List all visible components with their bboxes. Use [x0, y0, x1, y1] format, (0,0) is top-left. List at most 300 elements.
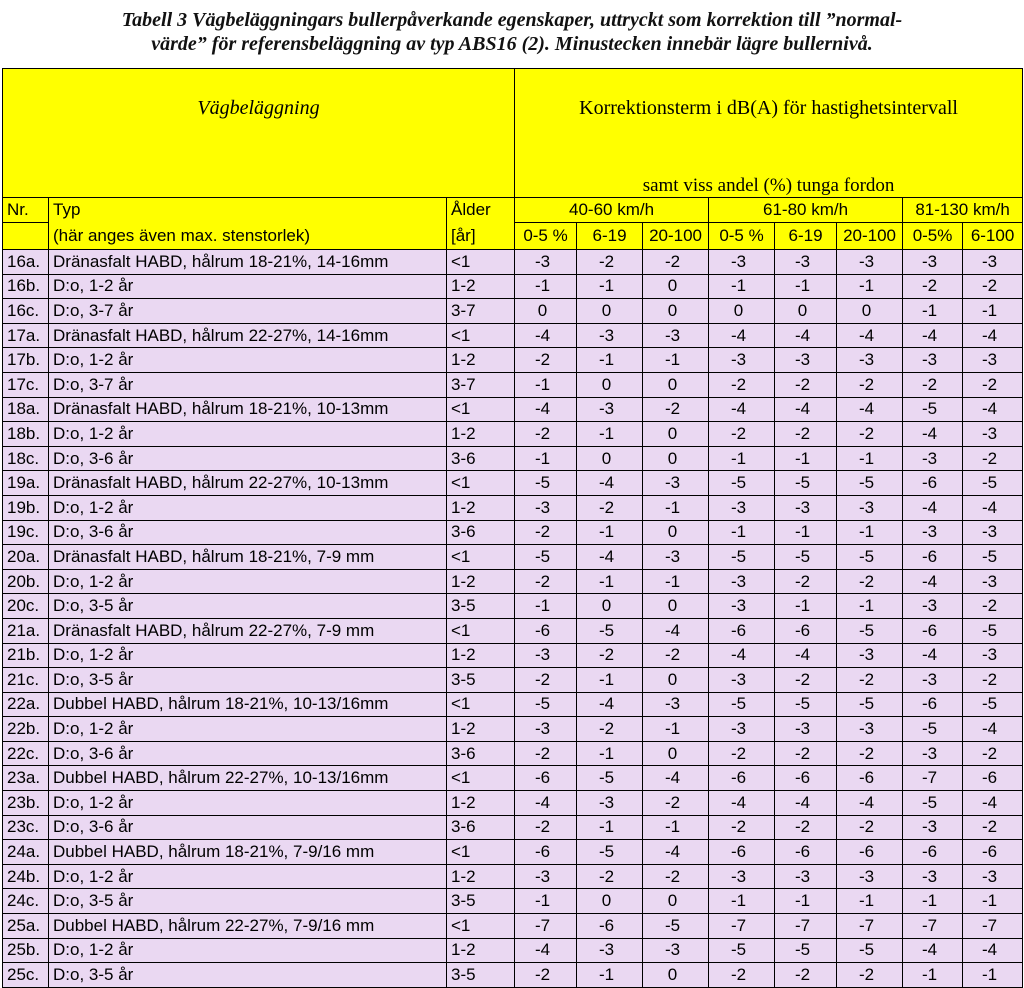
header-speed-40-60: 40-60 km/h [515, 198, 709, 223]
row-value: -1 [775, 594, 837, 619]
row-nr: 22b. [3, 717, 49, 742]
header-speed-81-130: 81-130 km/h [903, 198, 1023, 223]
row-value: -5 [577, 766, 643, 791]
caption-line-2: värde” för referensbeläggning av typ ABS16 (2). Minustecken innebär lägre bullernivå. [151, 33, 873, 55]
header-speed-61-80: 61-80 km/h [709, 198, 903, 223]
table-row [3, 299, 1023, 324]
row-value: -5 [709, 545, 775, 570]
row-value: -4 [903, 643, 963, 668]
table-row [3, 938, 1023, 963]
row-value: 0 [643, 594, 709, 619]
row-alder: 3-7 [447, 372, 515, 397]
row-value: -1 [709, 889, 775, 914]
row-value: -5 [903, 397, 963, 422]
row-value: -5 [837, 618, 903, 643]
row-value: -3 [709, 864, 775, 889]
row-value: -1 [775, 520, 837, 545]
row-typ: D:o, 1-2 år [49, 643, 447, 668]
row-value: -4 [963, 397, 1023, 422]
row-value: 0 [643, 299, 709, 324]
row-value: -3 [963, 643, 1023, 668]
row-value: -2 [963, 594, 1023, 619]
caption-line-1: Tabell 3 Vägbeläggningars bullerpåverkande egenskaper, uttryckt som korrektion till ”normal- [121, 9, 903, 31]
row-value: -3 [903, 668, 963, 693]
row-value: -4 [577, 471, 643, 496]
header-correction-label: Korrektionsterm i dB(A) för hastighetsintervall [515, 69, 1023, 164]
header-s3-b: 6-100 [963, 223, 1023, 250]
row-value: -6 [963, 766, 1023, 791]
row-alder: <1 [447, 618, 515, 643]
row-value: -3 [903, 250, 963, 275]
row-value: -3 [963, 422, 1023, 447]
row-typ: Dränasfalt HABD, hålrum 22-27%, 7-9 mm [49, 618, 447, 643]
row-alder: 3-5 [447, 889, 515, 914]
row-alder: 3-6 [447, 520, 515, 545]
row-value: -1 [837, 274, 903, 299]
header-group-label: Vägbeläggning [3, 69, 515, 198]
row-nr: 16c. [3, 299, 49, 324]
table-row [3, 692, 1023, 717]
row-value: 0 [515, 299, 577, 324]
row-value: -3 [709, 348, 775, 373]
row-value: -5 [837, 545, 903, 570]
row-value: -1 [577, 668, 643, 693]
row-value: -3 [709, 495, 775, 520]
row-value: -3 [903, 815, 963, 840]
row-value: -2 [963, 372, 1023, 397]
row-typ: D:o, 3-5 år [49, 889, 447, 914]
table-row [3, 791, 1023, 816]
row-value: -1 [837, 446, 903, 471]
row-value: -4 [903, 422, 963, 447]
row-value: -3 [837, 495, 903, 520]
row-value: 0 [643, 422, 709, 447]
row-value: -2 [775, 422, 837, 447]
row-typ: Dubbel HABD, hålrum 22-27%, 10-13/16mm [49, 766, 447, 791]
row-value: -4 [709, 397, 775, 422]
row-alder: 3-5 [447, 963, 515, 988]
row-value: -4 [515, 323, 577, 348]
row-nr: 18c. [3, 446, 49, 471]
noise-correction-table [2, 68, 1023, 988]
header-s2-b: 6-19 [775, 223, 837, 250]
row-value: -4 [903, 323, 963, 348]
row-value: -2 [709, 815, 775, 840]
row-value: -3 [643, 471, 709, 496]
table-row [3, 323, 1023, 348]
row-typ: Dubbel HABD, hålrum 18-21%, 7-9/16 mm [49, 840, 447, 865]
row-typ: D:o, 1-2 år [49, 717, 447, 742]
row-value: -3 [837, 717, 903, 742]
row-value: -4 [837, 397, 903, 422]
row-value: -1 [775, 274, 837, 299]
header-alder-sub: [år] [447, 223, 515, 250]
row-value: 0 [775, 299, 837, 324]
row-value: -2 [775, 569, 837, 594]
table-row [3, 446, 1023, 471]
row-value: -1 [577, 274, 643, 299]
row-nr: 25b. [3, 938, 49, 963]
row-value: -6 [775, 766, 837, 791]
header-s1-b: 6-19 [577, 223, 643, 250]
row-value: -1 [837, 520, 903, 545]
row-value: -2 [643, 864, 709, 889]
row-value: -3 [903, 864, 963, 889]
row-value: 0 [577, 446, 643, 471]
row-value: -2 [837, 372, 903, 397]
row-value: -3 [837, 643, 903, 668]
row-value: -4 [837, 323, 903, 348]
header-nr: Nr. [3, 198, 49, 223]
row-value: -5 [903, 791, 963, 816]
row-nr: 23a. [3, 766, 49, 791]
row-value: -1 [577, 422, 643, 447]
row-nr: 20b. [3, 569, 49, 594]
row-alder: <1 [447, 545, 515, 570]
header-s1-c: 20-100 [643, 223, 709, 250]
table-row [3, 889, 1023, 914]
row-alder: 1-2 [447, 569, 515, 594]
row-value: -5 [963, 471, 1023, 496]
row-value: -2 [515, 520, 577, 545]
row-value: -2 [775, 963, 837, 988]
row-value: -1 [837, 889, 903, 914]
row-alder: <1 [447, 692, 515, 717]
row-value: 0 [577, 594, 643, 619]
row-value: -3 [775, 717, 837, 742]
table-row [3, 545, 1023, 570]
row-value: -3 [709, 250, 775, 275]
row-value: 0 [643, 889, 709, 914]
row-alder: <1 [447, 840, 515, 865]
row-value: -1 [643, 815, 709, 840]
row-alder: 1-2 [447, 348, 515, 373]
row-value: -3 [709, 594, 775, 619]
row-value: -3 [963, 348, 1023, 373]
row-value: -3 [963, 250, 1023, 275]
table-row [3, 914, 1023, 939]
row-value: -2 [515, 815, 577, 840]
row-value: -5 [837, 692, 903, 717]
row-value: -2 [963, 274, 1023, 299]
row-value: 0 [837, 299, 903, 324]
row-value: -7 [709, 914, 775, 939]
row-alder: <1 [447, 766, 515, 791]
row-value: -1 [775, 889, 837, 914]
row-value: -2 [837, 668, 903, 693]
row-value: -3 [775, 495, 837, 520]
row-nr: 20a. [3, 545, 49, 570]
table-row [3, 643, 1023, 668]
row-nr: 19b. [3, 495, 49, 520]
row-value: -4 [963, 938, 1023, 963]
row-alder: 1-2 [447, 274, 515, 299]
row-value: -4 [775, 643, 837, 668]
row-value: -4 [643, 766, 709, 791]
row-typ: D:o, 3-7 år [49, 372, 447, 397]
row-value: -6 [903, 692, 963, 717]
row-value: -6 [577, 914, 643, 939]
row-alder: 1-2 [447, 495, 515, 520]
row-value: -4 [515, 791, 577, 816]
row-value: -1 [709, 520, 775, 545]
row-value: -4 [775, 791, 837, 816]
row-alder: <1 [447, 914, 515, 939]
row-value: -1 [515, 372, 577, 397]
row-typ: D:o, 1-2 år [49, 422, 447, 447]
row-typ: D:o, 3-5 år [49, 668, 447, 693]
row-value: -6 [837, 840, 903, 865]
row-value: -2 [775, 741, 837, 766]
row-typ: D:o, 1-2 år [49, 938, 447, 963]
header-typ-sub: (här anges även max. stenstorlek) [49, 223, 447, 250]
row-value: -4 [963, 717, 1023, 742]
row-value: -3 [577, 323, 643, 348]
row-alder: 1-2 [447, 422, 515, 447]
row-value: -3 [837, 864, 903, 889]
header-share-label: samt viss andel (%) tunga fordon [515, 163, 1023, 198]
row-value: -5 [903, 717, 963, 742]
table-row [3, 495, 1023, 520]
row-typ: D:o, 1-2 år [49, 864, 447, 889]
row-nr: 18b. [3, 422, 49, 447]
row-value: -2 [515, 422, 577, 447]
row-value: -1 [515, 446, 577, 471]
row-value: -3 [515, 717, 577, 742]
table-row [3, 741, 1023, 766]
row-value: -2 [963, 815, 1023, 840]
row-typ: D:o, 3-7 år [49, 299, 447, 324]
header-alder: Ålder [447, 198, 515, 223]
row-value: -1 [577, 815, 643, 840]
row-value: -2 [515, 741, 577, 766]
row-value: -3 [837, 348, 903, 373]
row-nr: 17a. [3, 323, 49, 348]
row-nr: 18a. [3, 397, 49, 422]
row-value: -5 [577, 840, 643, 865]
row-value: 0 [577, 372, 643, 397]
row-value: -5 [837, 471, 903, 496]
row-value: -3 [577, 938, 643, 963]
row-value: -2 [643, 643, 709, 668]
row-value: -2 [709, 963, 775, 988]
table-row [3, 594, 1023, 619]
row-alder: 1-2 [447, 717, 515, 742]
row-value: -6 [515, 618, 577, 643]
row-nr: 22c. [3, 741, 49, 766]
row-value: -6 [963, 840, 1023, 865]
row-value: -3 [903, 446, 963, 471]
row-typ: D:o, 1-2 år [49, 495, 447, 520]
row-alder: 1-2 [447, 643, 515, 668]
row-value: -3 [515, 864, 577, 889]
row-nr: 22a. [3, 692, 49, 717]
row-typ: Dränasfalt HABD, hålrum 18-21%, 7-9 mm [49, 545, 447, 570]
row-value: -2 [577, 250, 643, 275]
row-value: -2 [903, 274, 963, 299]
row-value: -1 [963, 299, 1023, 324]
row-value: -1 [709, 446, 775, 471]
row-value: -6 [515, 840, 577, 865]
row-value: 0 [643, 963, 709, 988]
row-value: -2 [837, 815, 903, 840]
row-value: -3 [775, 348, 837, 373]
row-nr: 20c. [3, 594, 49, 619]
row-value: -5 [775, 545, 837, 570]
row-typ: Dränasfalt HABD, hålrum 22-27%, 10-13mm [49, 471, 447, 496]
row-value: -4 [775, 397, 837, 422]
row-value: -2 [643, 791, 709, 816]
row-nr: 17c. [3, 372, 49, 397]
row-value: -6 [775, 840, 837, 865]
header-s3-a: 0-5% [903, 223, 963, 250]
row-value: -5 [775, 692, 837, 717]
row-value: -2 [775, 372, 837, 397]
row-value: -3 [963, 569, 1023, 594]
row-value: -7 [837, 914, 903, 939]
row-value: -2 [775, 815, 837, 840]
row-typ: D:o, 3-6 år [49, 446, 447, 471]
row-value: -2 [837, 963, 903, 988]
table-row [3, 766, 1023, 791]
row-nr: 21c. [3, 668, 49, 693]
row-value: -2 [963, 741, 1023, 766]
table-row [3, 372, 1023, 397]
row-value: -6 [903, 471, 963, 496]
row-value: -6 [903, 618, 963, 643]
row-typ: D:o, 1-2 år [49, 274, 447, 299]
row-typ: Dränasfalt HABD, hålrum 22-27%, 14-16mm [49, 323, 447, 348]
row-value: -7 [515, 914, 577, 939]
row-value: -2 [577, 717, 643, 742]
table-row [3, 717, 1023, 742]
row-typ: D:o, 1-2 år [49, 791, 447, 816]
row-value: -4 [709, 643, 775, 668]
header-s2-c: 20-100 [837, 223, 903, 250]
header-nr-blank [3, 223, 49, 250]
row-value: 0 [643, 668, 709, 693]
table-row [3, 471, 1023, 496]
row-value: -2 [963, 446, 1023, 471]
table-row [3, 840, 1023, 865]
row-typ: D:o, 3-6 år [49, 815, 447, 840]
row-value: -3 [709, 668, 775, 693]
row-value: -1 [903, 963, 963, 988]
row-nr: 19a. [3, 471, 49, 496]
row-value: -2 [775, 668, 837, 693]
row-value: -5 [577, 618, 643, 643]
row-value: -1 [903, 299, 963, 324]
row-value: -2 [515, 569, 577, 594]
row-typ: D:o, 3-5 år [49, 594, 447, 619]
row-typ: D:o, 3-5 år [49, 963, 447, 988]
row-value: -4 [837, 791, 903, 816]
row-value: -2 [837, 569, 903, 594]
row-value: -4 [643, 618, 709, 643]
table-row [3, 668, 1023, 693]
row-value: -3 [515, 643, 577, 668]
row-value: -2 [515, 348, 577, 373]
row-alder: 3-7 [447, 299, 515, 324]
row-value: -5 [775, 471, 837, 496]
row-value: -7 [903, 914, 963, 939]
table-row [3, 348, 1023, 373]
row-value: -3 [643, 545, 709, 570]
row-alder: <1 [447, 250, 515, 275]
row-value: -5 [709, 471, 775, 496]
row-value: -1 [577, 741, 643, 766]
row-value: -4 [709, 791, 775, 816]
row-value: -4 [643, 840, 709, 865]
row-alder: 3-5 [447, 668, 515, 693]
row-value: -1 [903, 889, 963, 914]
row-alder: 1-2 [447, 864, 515, 889]
row-value: -7 [775, 914, 837, 939]
row-value: -2 [643, 250, 709, 275]
row-value: -4 [963, 323, 1023, 348]
row-value: -6 [515, 766, 577, 791]
table-row [3, 250, 1023, 275]
row-value: -3 [515, 250, 577, 275]
row-value: -5 [963, 692, 1023, 717]
row-value: -3 [775, 250, 837, 275]
row-value: -1 [963, 889, 1023, 914]
row-value: -5 [643, 914, 709, 939]
table-caption [0, 0, 1024, 66]
row-value: -2 [963, 668, 1023, 693]
row-nr: 24b. [3, 864, 49, 889]
row-alder: <1 [447, 397, 515, 422]
row-value: -3 [643, 938, 709, 963]
row-nr: 25a. [3, 914, 49, 939]
header-s1-a: 0-5 % [515, 223, 577, 250]
row-alder: 3-6 [447, 446, 515, 471]
row-value: -1 [515, 594, 577, 619]
row-typ: Dränasfalt HABD, hålrum 18-21%, 10-13mm [49, 397, 447, 422]
table-body [3, 250, 1023, 988]
row-value: 0 [577, 889, 643, 914]
row-value: -3 [903, 594, 963, 619]
row-value: -1 [643, 495, 709, 520]
row-value: -3 [709, 569, 775, 594]
row-value: -1 [577, 569, 643, 594]
row-value: -7 [963, 914, 1023, 939]
row-value: -6 [709, 618, 775, 643]
row-value: -5 [515, 692, 577, 717]
row-value: -1 [963, 963, 1023, 988]
row-value: -1 [709, 274, 775, 299]
row-typ: D:o, 3-6 år [49, 520, 447, 545]
row-value: -1 [643, 717, 709, 742]
row-value: -1 [643, 569, 709, 594]
row-value: -5 [709, 692, 775, 717]
row-value: -2 [709, 372, 775, 397]
row-value: -4 [515, 938, 577, 963]
row-value: -2 [709, 741, 775, 766]
row-value: -6 [903, 545, 963, 570]
row-value: -2 [837, 422, 903, 447]
row-nr: 16a. [3, 250, 49, 275]
row-nr: 21b. [3, 643, 49, 668]
row-value: -4 [709, 323, 775, 348]
row-value: -3 [903, 520, 963, 545]
row-nr: 21a. [3, 618, 49, 643]
row-nr: 24c. [3, 889, 49, 914]
row-value: 0 [643, 274, 709, 299]
row-value: -5 [837, 938, 903, 963]
row-value: -4 [515, 397, 577, 422]
row-value: -3 [709, 717, 775, 742]
